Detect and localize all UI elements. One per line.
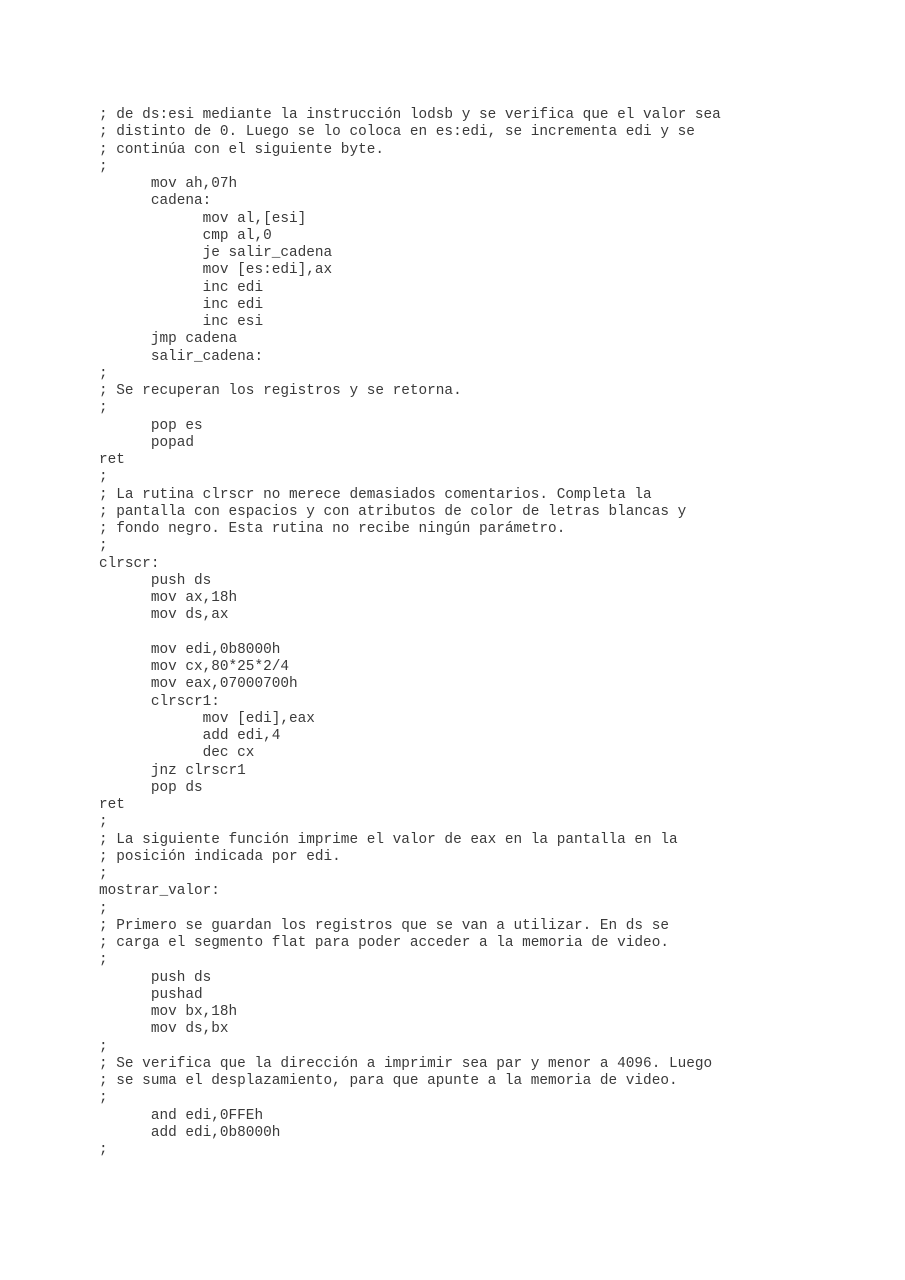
code-line: ; [99,158,108,175]
code-line: je salir_cadena [99,245,333,261]
code-line: ; La siguiente función imprime el valor de eax en la pantalla en la [99,831,678,848]
code-line: mov [es:edi],ax [99,262,333,279]
code-line: ; se suma el desplazamiento, para que apunte a la memoria de video. [99,1073,678,1089]
code-line: clrscr1: [99,693,220,710]
code-line: ; Se recuperan los registros y se retorna. [99,383,462,399]
code-line: inc esi [99,314,264,330]
code-line: pushad [99,986,203,1003]
code-line: ret [99,797,125,813]
code-line: mov eax,07000700h [99,676,298,693]
code-line: mostrar_valor: [99,883,220,900]
code-line: ret [99,452,125,468]
code-line: ; [99,1142,108,1158]
code-line: mov edi,0b8000h [99,641,281,658]
code-line: pop ds [99,779,203,796]
code-line: mov [edi],eax [99,710,315,727]
code-line: cadena: [99,193,212,210]
code-line: mov bx,18h [99,1004,238,1020]
code-line: ; La rutina clrscr no merece demasiados comentarios. Completa la [99,486,652,503]
code-line: add edi,0b8000h [99,1124,281,1141]
code-line: push ds [99,572,212,589]
code-line: clrscr: [99,555,160,572]
code-line: ; Primero se guardan los registros que se van a utilizar. En ds se [99,917,669,934]
code-line: mov al,[esi] [99,210,307,227]
code-line: mov ds,ax [99,607,229,624]
code-line: ; [99,814,108,831]
code-line [99,625,721,642]
code-line: ; pantalla con espacios y con atributos de color de letras blancas y [99,503,687,520]
code-line: cmp al,0 [99,227,272,244]
code-line: ; [99,469,108,486]
code-line: mov cx,80*25*2/4 [99,659,289,675]
code-line: push ds [99,969,212,986]
code-line: mov ds,bx [99,1021,229,1038]
code-line: jmp cadena [99,331,238,348]
code-line: salir_cadena: [99,348,264,365]
code-line: inc edi [99,296,264,313]
code-line: and edi,0FFEh [99,1107,264,1124]
code-line: ; Se verifica que la dirección a imprimir sea par y menor a 4096. Luego [99,1055,713,1072]
code-line: ; fondo negro. Esta rutina no recibe ningún parámetro. [99,521,566,537]
code-line: ; [99,1090,108,1107]
code-listing [99,107,721,1159]
code-line: ; [99,365,108,382]
code-line: ; carga el segmento flat para poder acceder a la memoria de video. [99,935,669,951]
code-line: ; [99,900,108,917]
code-line: add edi,4 [99,728,281,744]
code-line: mov ax,18h [99,590,238,606]
code-line: ; [99,400,108,417]
code-line: jnz clrscr1 [99,762,246,779]
code-line: inc edi [99,279,264,296]
code-line: ; de ds:esi mediante la instrucción lodsb y se verifica que el valor sea [99,107,721,123]
code-line: popad [99,434,194,451]
code-line: pop es [99,417,203,434]
code-line: ; [99,866,108,882]
code-line: dec cx [99,745,255,762]
code-line: ; posición indicada por edi. [99,848,341,865]
code-line: ; distinto de 0. Luego se lo coloca en es:edi, se incrementa edi y se [99,124,695,141]
code-line: ; [99,538,108,555]
code-line: ; continúa con el siguiente byte. [99,141,384,158]
code-line: mov ah,07h [99,176,238,192]
code-line: ; [99,952,108,969]
code-line: ; [99,1038,108,1055]
